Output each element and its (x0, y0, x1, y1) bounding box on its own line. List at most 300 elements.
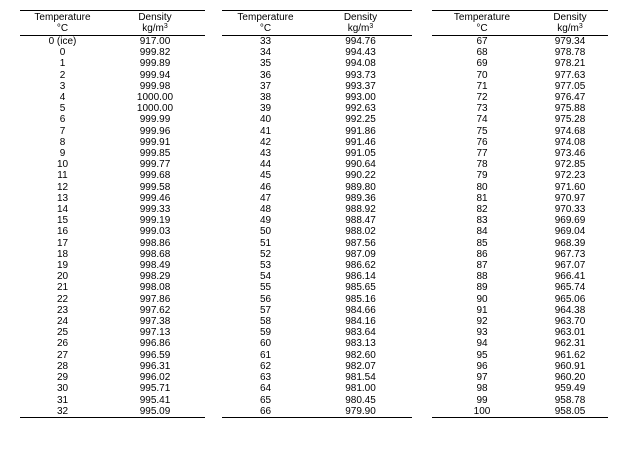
density-cell: 983.64 (345, 327, 376, 339)
temperature-cell: 60 (259, 338, 272, 350)
density-cell: 998.86 (139, 237, 171, 249)
temperature-cell: 51 (259, 237, 272, 249)
temperature-cell: 3 (59, 80, 66, 92)
temperature-cell: 50 (259, 226, 272, 238)
table-row (432, 103, 608, 114)
temperature-cell: 40 (259, 114, 272, 126)
temperature-cell: 14 (56, 204, 69, 216)
table-row (432, 238, 608, 249)
density-cell: 974.68 (554, 125, 586, 137)
temperature-cell: 0 (59, 47, 66, 59)
table-body (20, 36, 205, 418)
temperature-cell: 23 (56, 304, 69, 316)
table-row (432, 170, 608, 181)
temperature-cell: 11 (57, 170, 68, 182)
table-row (432, 47, 608, 58)
temperature-cell: 85 (476, 237, 488, 249)
density-header: Density (309, 11, 412, 24)
table-row (432, 406, 608, 418)
temperature-cell: 26 (56, 338, 69, 350)
temperature-cell: 54 (259, 271, 272, 283)
density-cell: 983.13 (345, 338, 376, 350)
temperature-cell: 93 (476, 327, 488, 339)
density-unit (532, 23, 608, 36)
table-row (222, 170, 412, 181)
density-cell: 987.09 (345, 248, 376, 260)
temperature-unit: °C (432, 23, 532, 36)
density-cell: 998.08 (139, 282, 171, 294)
table-row (20, 204, 205, 215)
temperature-cell: 30 (56, 383, 69, 395)
temperature-cell: 80 (476, 181, 488, 193)
density-cell: 992.25 (345, 114, 376, 126)
temperature-cell: 67 (476, 36, 488, 47)
temperature-cell: 15 (56, 215, 69, 227)
temperature-cell: 59 (259, 327, 272, 339)
table-row (222, 182, 412, 193)
table-row (432, 70, 608, 81)
table-row (222, 81, 412, 92)
temperature-cell: 8 (59, 136, 66, 148)
table-row (20, 260, 205, 271)
temperature-cell: 74 (476, 114, 488, 126)
table-row (222, 406, 412, 418)
density-cell: 979.34 (554, 36, 586, 47)
table-row (222, 249, 412, 260)
density-cell: 986.62 (345, 260, 376, 272)
table-row (20, 361, 205, 372)
density-cell: 993.37 (345, 80, 376, 92)
temperature-cell: 55 (259, 282, 272, 294)
table-row (432, 395, 608, 406)
temperature-cell: 16 (56, 226, 69, 238)
density-cell: 989.36 (345, 192, 376, 204)
temperature-cell: 25 (56, 327, 69, 339)
table-row (222, 103, 412, 114)
density-cell: 981.00 (345, 383, 376, 395)
table-row (432, 305, 608, 316)
temperature-cell: 99 (476, 394, 488, 406)
temperature-cell: 82 (476, 204, 488, 216)
temperature-cell: 42 (259, 136, 272, 148)
density-cell: 963.70 (554, 316, 586, 328)
density-cell: 982.60 (345, 349, 376, 361)
temperature-cell: 73 (476, 103, 488, 115)
density-header: Density (105, 11, 205, 24)
temperature-cell: 65 (259, 394, 272, 406)
table-row (432, 350, 608, 361)
density-cell: 998.49 (139, 260, 171, 272)
temperature-header: Temperature (20, 11, 105, 24)
density-cell: 958.05 (532, 406, 608, 418)
temperature-cell: 84 (476, 226, 488, 238)
table-row (222, 58, 412, 69)
table-row (20, 282, 205, 293)
density-unit-exponent: 3 (163, 23, 168, 30)
table-row (222, 395, 412, 406)
table-row (222, 294, 412, 305)
density-cell: 967.73 (554, 248, 586, 260)
table-row (222, 372, 412, 383)
density-cell: 988.02 (345, 226, 376, 238)
temperature-cell: 1 (59, 58, 66, 70)
table-row (20, 36, 205, 48)
density-cell: 999.98 (139, 80, 171, 92)
table-row (222, 47, 412, 58)
temperature-cell: 6 (59, 114, 66, 126)
temperature-cell: 70 (476, 69, 488, 81)
density-cell: 996.02 (139, 372, 171, 384)
temperature-cell: 43 (259, 148, 272, 160)
table-row (222, 316, 412, 327)
temperature-cell: 66 (222, 406, 309, 418)
table-row (432, 126, 608, 137)
table-row (432, 114, 608, 125)
table-row (20, 92, 205, 103)
temperature-cell: 63 (259, 372, 272, 384)
temperature-cell: 69 (476, 58, 488, 70)
temperature-cell: 18 (56, 248, 69, 260)
temperature-cell: 62 (259, 360, 272, 372)
density-cell: 985.16 (345, 293, 376, 305)
table-row (222, 226, 412, 237)
temperature-cell: 90 (476, 293, 488, 305)
temperature-cell: 61 (259, 349, 272, 361)
density-unit-base: kg/m (347, 23, 370, 34)
table-row (20, 215, 205, 226)
table-row (222, 126, 412, 137)
density-cell: 999.85 (139, 148, 171, 160)
density-cell: 999.33 (139, 204, 171, 216)
temperature-cell: 21 (56, 282, 69, 294)
table-row (432, 316, 608, 327)
density-cell: 985.65 (345, 282, 376, 294)
density-cell: 998.29 (139, 271, 171, 283)
density-cell: 994.76 (345, 36, 376, 47)
density-cell: 987.56 (345, 237, 376, 249)
table-row (20, 47, 205, 58)
table-row (432, 215, 608, 226)
density-cell: 966.41 (554, 271, 586, 283)
table-row (20, 294, 205, 305)
density-cell: 996.86 (139, 338, 171, 350)
temperature-cell: 83 (476, 215, 488, 227)
table-row (432, 182, 608, 193)
temperature-cell: 64 (259, 383, 272, 395)
table-header (222, 11, 412, 36)
density-cell: 984.16 (345, 316, 376, 328)
density-header: Density (532, 11, 608, 24)
temperature-cell: 100 (432, 406, 532, 418)
table-body (432, 36, 608, 418)
table-row (20, 271, 205, 282)
temperature-cell: 58 (259, 316, 272, 328)
density-cell: 990.22 (345, 170, 376, 182)
temperature-cell: 48 (259, 204, 272, 216)
density-cell: 994.43 (345, 47, 376, 59)
density-cell: 958.78 (554, 394, 586, 406)
table-row (432, 260, 608, 271)
density-cell: 972.85 (554, 159, 586, 171)
temperature-cell: 24 (56, 316, 69, 328)
temperature-cell: 17 (56, 237, 69, 249)
temperature-cell: 44 (259, 159, 272, 171)
density-cell: 982.07 (345, 360, 376, 372)
table-row (222, 159, 412, 170)
temperature-cell: 91 (476, 304, 488, 316)
table-row (432, 282, 608, 293)
density-cell: 984.66 (345, 304, 376, 316)
table-row (20, 395, 205, 406)
table-row (222, 148, 412, 159)
table-row (20, 249, 205, 260)
table-row (432, 327, 608, 338)
temperature-cell: 41 (259, 125, 272, 137)
density-cell: 980.45 (345, 394, 376, 406)
table-row (222, 350, 412, 361)
density-cell: 992.63 (345, 103, 376, 115)
table-row (222, 238, 412, 249)
table-row (222, 114, 412, 125)
temperature-cell: 35 (259, 58, 272, 70)
table-row (20, 226, 205, 237)
table-row (20, 327, 205, 338)
table-row (222, 361, 412, 372)
density-unit (309, 23, 412, 36)
table-row (20, 137, 205, 148)
density-cell: 993.73 (345, 69, 376, 81)
density-cell: 978.21 (554, 58, 586, 70)
table-row (432, 204, 608, 215)
density-cell: 959.49 (554, 383, 586, 395)
density-unit-base: kg/m (557, 23, 579, 34)
temperature-cell: 68 (476, 47, 488, 59)
table-row (432, 338, 608, 349)
density-table-2 (222, 10, 412, 418)
temperature-header: Temperature (432, 11, 532, 24)
temperature-cell: 56 (259, 293, 272, 305)
temperature-cell: 46 (259, 181, 272, 193)
table-row (222, 338, 412, 349)
temperature-cell: 13 (56, 192, 69, 204)
temperature-cell: 52 (259, 248, 272, 260)
density-cell: 962.31 (554, 338, 586, 350)
temperature-cell: 29 (56, 372, 69, 384)
density-cell: 997.13 (139, 327, 171, 339)
table-row (222, 271, 412, 282)
table-row (222, 327, 412, 338)
table-row (222, 383, 412, 394)
table-row (432, 92, 608, 103)
density-cell: 971.60 (554, 181, 586, 193)
table-row (20, 70, 205, 81)
density-cell: 997.62 (139, 304, 171, 316)
table-row (222, 92, 412, 103)
temperature-cell: 78 (476, 159, 488, 171)
temperature-cell: 45 (259, 170, 272, 182)
table-row (432, 36, 608, 48)
temperature-cell: 76 (476, 136, 488, 148)
density-cell: 963.01 (554, 327, 586, 339)
table-row (432, 249, 608, 260)
table-row (20, 372, 205, 383)
density-cell: 993.00 (345, 92, 376, 104)
table-row (432, 137, 608, 148)
temperature-cell: 92 (476, 316, 488, 328)
density-cell: 995.71 (139, 383, 171, 395)
table-row (20, 114, 205, 125)
density-cell: 994.08 (345, 58, 376, 70)
temperature-cell: 75 (476, 125, 488, 137)
temperature-cell: 98 (476, 383, 488, 395)
temperature-cell: 96 (476, 360, 488, 372)
temperature-cell: 77 (476, 148, 488, 160)
table-row (222, 260, 412, 271)
density-table-3 (432, 10, 608, 418)
temperature-cell: 94 (476, 338, 488, 350)
density-cell: 988.92 (345, 204, 376, 216)
density-unit (105, 23, 205, 36)
density-cell: 986.14 (345, 271, 376, 283)
density-cell: 999.94 (139, 69, 171, 81)
density-cell: 1000.00 (136, 92, 174, 104)
density-cell: 997.38 (139, 316, 171, 328)
density-unit-exponent: 3 (369, 23, 374, 30)
table-row (20, 81, 205, 92)
table-row (432, 159, 608, 170)
density-cell: 967.07 (554, 260, 586, 272)
temperature-cell: 81 (476, 192, 488, 204)
density-cell: 960.91 (554, 360, 586, 372)
density-cell: 975.28 (554, 114, 586, 126)
density-cell: 995.09 (105, 406, 205, 418)
table-row (222, 305, 412, 316)
table-row (432, 383, 608, 394)
table-row (20, 305, 205, 316)
temperature-cell: 27 (56, 349, 69, 361)
table-row (20, 238, 205, 249)
temperature-cell: 10 (56, 159, 69, 171)
table-header (20, 11, 205, 36)
density-cell: 995.41 (139, 394, 171, 406)
density-cell: 978.78 (554, 47, 586, 59)
density-cell: 991.46 (345, 136, 376, 148)
density-cell: 965.74 (554, 282, 586, 294)
density-cell: 999.99 (139, 114, 171, 126)
temperature-cell: 53 (259, 260, 272, 272)
temperature-unit: °C (20, 23, 105, 36)
temperature-unit: °C (222, 23, 309, 36)
table-row (432, 372, 608, 383)
table-header (432, 11, 608, 36)
density-cell: 969.69 (554, 215, 586, 227)
table-row (222, 137, 412, 148)
temperature-cell: 95 (476, 349, 488, 361)
density-cell: 976.47 (554, 92, 586, 104)
temperature-cell: 4 (59, 92, 66, 104)
density-cell: 975.88 (554, 103, 586, 115)
table-row (432, 271, 608, 282)
density-cell: 970.33 (554, 204, 586, 216)
density-cell: 999.89 (139, 58, 171, 70)
density-cell: 999.68 (139, 170, 171, 182)
table-row (20, 58, 205, 69)
table-row (20, 316, 205, 327)
temperature-cell: 22 (56, 293, 69, 305)
density-cell: 972.23 (554, 170, 586, 182)
temperature-cell: 97 (476, 372, 488, 384)
temperature-cell: 7 (59, 125, 66, 137)
temperature-cell: 12 (56, 181, 69, 193)
table-row (20, 103, 205, 114)
density-cell: 997.86 (139, 293, 171, 305)
temperature-cell: 71 (476, 80, 488, 92)
table-body (222, 36, 412, 418)
density-cell: 979.90 (309, 406, 412, 418)
table-row (20, 182, 205, 193)
density-cell: 999.96 (139, 125, 171, 137)
table-row (20, 159, 205, 170)
temperature-cell: 0 (ice) (48, 36, 77, 47)
table-row (432, 294, 608, 305)
temperature-cell: 57 (259, 304, 272, 316)
density-cell: 996.31 (139, 360, 171, 372)
temperature-cell: 47 (259, 192, 272, 204)
density-cell: 917.00 (139, 36, 171, 47)
temperature-cell: 49 (259, 215, 272, 227)
density-unit-base: kg/m (142, 23, 164, 34)
density-cell: 970.97 (554, 192, 586, 204)
temperature-cell: 19 (56, 260, 69, 272)
table-row (432, 361, 608, 372)
table-row (222, 193, 412, 204)
density-cell: 999.77 (139, 159, 171, 171)
density-cell: 961.62 (554, 349, 586, 361)
density-table-1 (20, 10, 205, 418)
temperature-cell: 5 (59, 103, 66, 115)
temperature-cell: 87 (476, 260, 488, 272)
density-cell: 999.91 (139, 136, 171, 148)
density-cell: 996.59 (139, 349, 171, 361)
density-cell: 977.05 (554, 80, 586, 92)
density-cell: 999.58 (139, 181, 171, 193)
temperature-cell: 88 (476, 271, 488, 283)
temperature-cell: 33 (259, 36, 272, 47)
density-cell: 998.68 (139, 248, 171, 260)
density-cell: 1000.00 (136, 103, 174, 115)
density-cell: 981.54 (345, 372, 376, 384)
table-row (20, 148, 205, 159)
table-row (222, 215, 412, 226)
density-cell: 991.86 (345, 125, 376, 137)
temperature-cell: 38 (259, 92, 272, 104)
table-row (20, 193, 205, 204)
density-cell: 969.04 (554, 226, 586, 238)
table-row (20, 383, 205, 394)
temperature-cell: 39 (259, 103, 272, 115)
table-row (432, 148, 608, 159)
table-row (432, 226, 608, 237)
density-cell: 977.63 (554, 69, 586, 81)
table-row (20, 338, 205, 349)
temperature-cell: 31 (56, 394, 69, 406)
density-cell: 988.47 (345, 215, 376, 227)
temperature-header: Temperature (222, 11, 309, 24)
table-row (432, 81, 608, 92)
density-cell: 991.05 (345, 148, 376, 160)
density-cell: 999.03 (139, 226, 171, 238)
density-unit-exponent: 3 (578, 23, 583, 30)
